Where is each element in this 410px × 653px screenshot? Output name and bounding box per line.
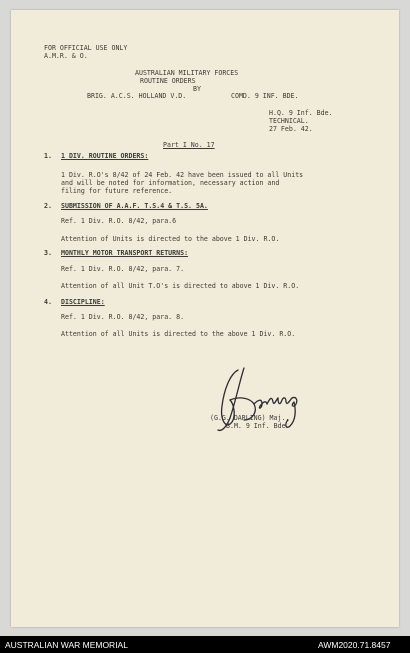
item-line: filing for future reference.	[61, 187, 173, 195]
brigadier-name: BRIG. A.C.S. HOLLAND V.D.	[87, 92, 187, 100]
item-number: 4.	[44, 298, 52, 306]
signatory-name: (G.G. DARLING) Maj.,	[210, 414, 290, 422]
item-heading: MONTHLY MOTOR TRANSPORT RETURNS:	[61, 249, 189, 257]
item-line: Attention of Units is directed to the above 1 Div. R.O.	[61, 235, 280, 243]
item-line: Attention of all Unit T.O's is directed to above 1 Div. R.O.	[61, 282, 300, 290]
item-heading: DISCIPLINE:	[61, 298, 105, 306]
archive-reference: AWM2020.71.8457	[318, 640, 391, 650]
archive-name: AUSTRALIAN WAR MEMORIAL	[5, 640, 128, 650]
location-label: TECHNICAL.	[269, 117, 309, 125]
part-number: Part I No. 17	[163, 141, 215, 149]
by-label: BY	[193, 85, 201, 93]
item-line: 1 Div. R.O's 8/42 of 24 Feb. 42 have been issued to all Units	[61, 171, 304, 179]
item-number: 1.	[44, 152, 52, 160]
routine-orders-title: ROUTINE ORDERS	[140, 77, 196, 85]
command-label: COMD. 9 INF. BDE.	[231, 92, 299, 100]
signatory-title: B.M. 9 Inf. Bde.	[226, 422, 290, 430]
item-line: and will be noted for information, necessary action and	[61, 179, 280, 187]
item-number: 3.	[44, 249, 52, 257]
item-heading: 1 DIV. ROUTINE ORDERS:	[61, 152, 149, 160]
item-line: Ref. 1 Div. R.O. 8/42, para. 7.	[61, 265, 185, 273]
distribution-label: A.M.R. & O.	[44, 52, 88, 60]
hq-label: H.Q. 9 Inf. Bde.	[269, 109, 333, 117]
item-line: Attention of all Units is directed to the above 1 Div. R.O.	[61, 330, 296, 338]
date-label: 27 Feb. 42.	[269, 125, 313, 133]
official-use-label: FOR OFFICIAL USE ONLY	[44, 44, 128, 52]
item-number: 2.	[44, 202, 52, 210]
item-heading: SUBMISSION OF A.A.F. T.S.4 & T.S. 5A.	[61, 202, 208, 210]
item-line: Ref. 1 Div. R.O. 8/42, para.6	[61, 217, 177, 225]
force-title: AUSTRALIAN MILITARY FORCES	[135, 69, 239, 77]
item-line: Ref. 1 Div. R.O. 8/42, para. 8.	[61, 313, 185, 321]
